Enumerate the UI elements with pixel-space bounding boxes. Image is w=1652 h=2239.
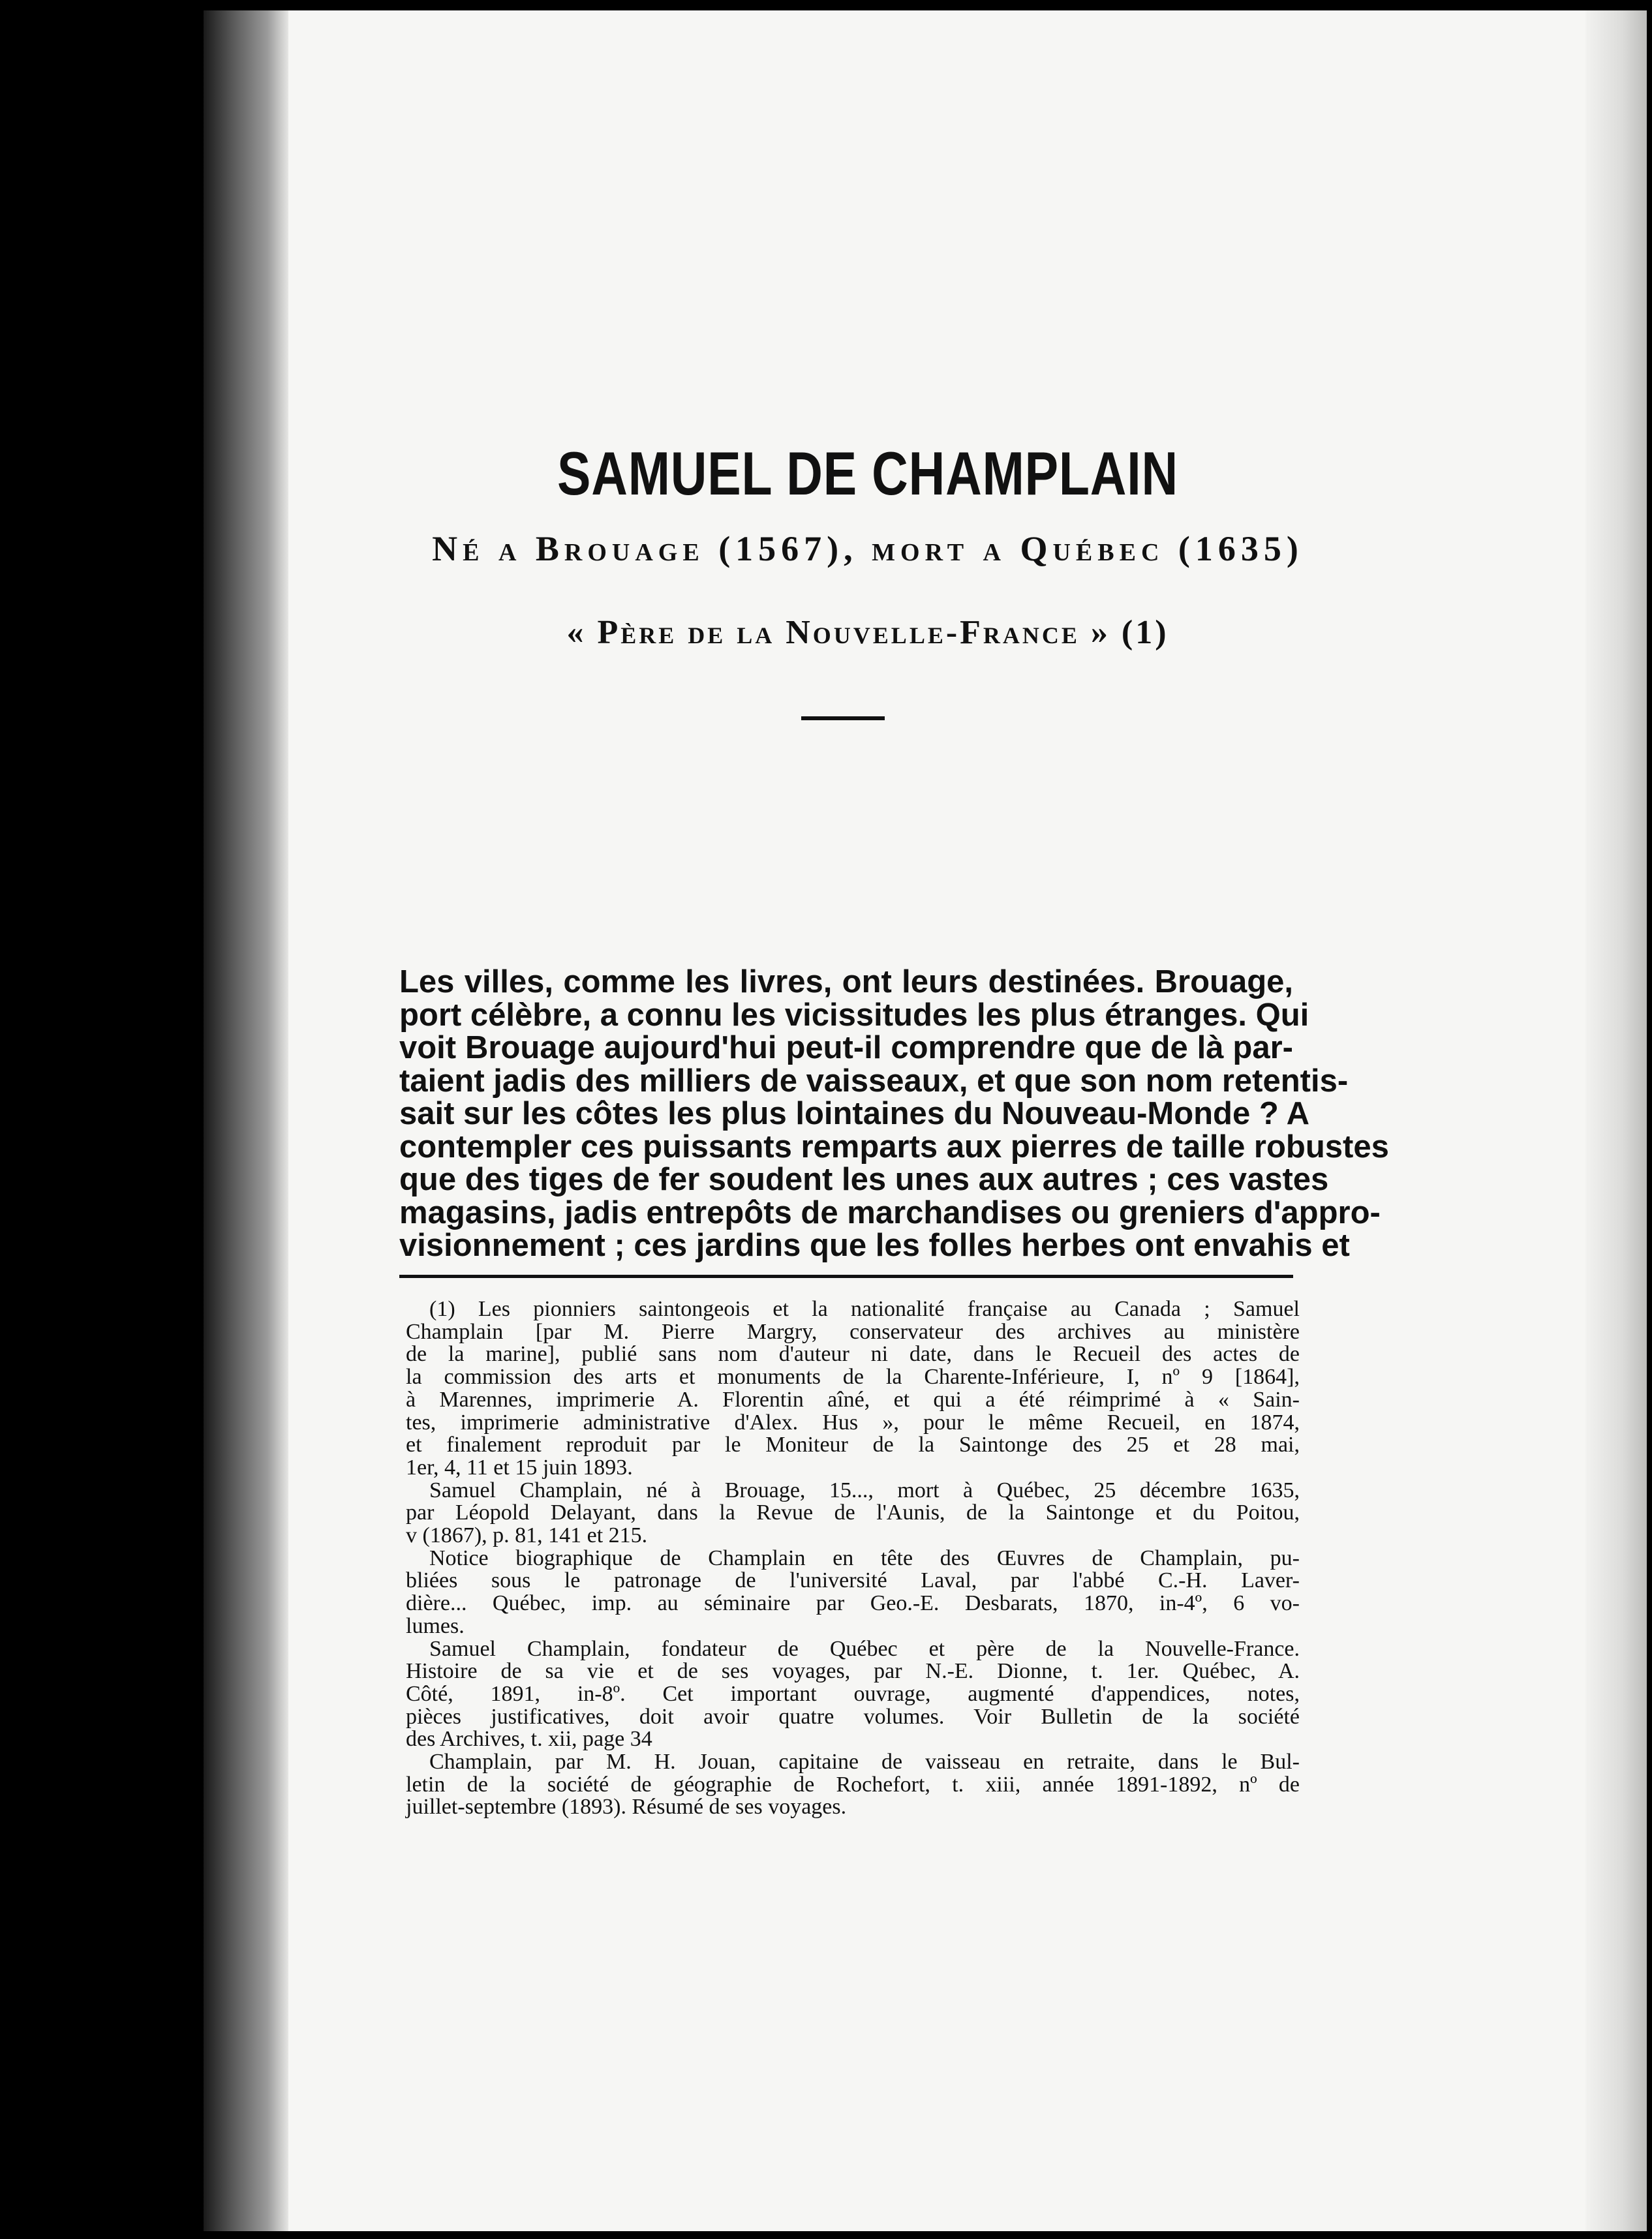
footnote-line: letin de la société de géographie de Rochefort, t. xiii, année 1891-1892, nº de [406, 1772, 1300, 1797]
page-edge-shadow [1585, 10, 1647, 2231]
body-line: sait sur les côtes les plus lointaines du Nouveau-Monde ? A [399, 1096, 1309, 1131]
footnote-line: Champlain [par M. Pierre Margry, conservateur des archives au ministère [406, 1319, 1300, 1344]
footnote-line: Samuel Champlain, fondateur de Québec et père de la Nouvelle-France. [429, 1636, 1300, 1661]
body-line: port célèbre, a connu les vicissitudes les plus étranges. Qui [399, 997, 1309, 1033]
body-line: taient jadis des milliers de vaisseaux, et que son nom retentis- [399, 1063, 1349, 1099]
footnote-separator [399, 1275, 1293, 1278]
body-line: magasins, jadis entrepôts de marchandises ou greniers d'appro- [399, 1195, 1381, 1230]
footnote-line: dière... Québec, imp. au séminaire par Geo.-E. Desbarats, 1870, in-4º, 6 vo- [406, 1591, 1300, 1616]
body-line: que des tiges de fer soudent les unes aux autres ; ces vastes [399, 1162, 1329, 1197]
binding-gutter-shadow [204, 10, 288, 2231]
body-line: contempler ces puissants remparts aux pierres de taille robustes [399, 1129, 1389, 1165]
footnote-line: lumes. [406, 1613, 465, 1638]
body-line: Les villes, comme les livres, ont leurs destinées. Brouage, [399, 964, 1293, 999]
footnote-line: juillet-septembre (1893). Résumé de ses voyages. [406, 1795, 847, 1820]
footnote-line: Histoire de sa vie et de ses voyages, par N.-E. Dionne, t. 1er. Québec, A. [406, 1659, 1300, 1684]
footnote-line: des Archives, t. xii, page 34 [406, 1727, 652, 1752]
body-line: voit Brouage aujourd'hui peut-il comprendre que de là par- [399, 1030, 1293, 1065]
footnote-line: (1) Les pionniers saintongeois et la nationalité française au Canada ; Samuel [429, 1297, 1300, 1321]
footnote-line: Champlain, par M. H. Jouan, capitaine de vaisseau en retraite, dans le Bul- [429, 1750, 1300, 1774]
title-divider [801, 716, 885, 720]
footnote-line: Notice biographique de Champlain en tête des Œuvres de Champlain, pu- [429, 1546, 1300, 1570]
footnote-line: 1er, 4, 11 et 15 juin 1893. [406, 1455, 633, 1480]
body-line: visionnement ; ces jardins que les folles herbes ont envahis et [399, 1228, 1350, 1263]
page-title: SAMUEL DE CHAMPLAIN [557, 439, 1178, 508]
footnote-line: par Léopold Delayant, dans la Revue de l'Aunis, de la Saintonge et du Poitou, [406, 1500, 1300, 1525]
footnotes [406, 1298, 1300, 1819]
footnote-line: et finalement reproduit par le Moniteur de la Saintonge des 25 et 28 mai, [406, 1433, 1300, 1457]
subtitle-epithet: « Père de la Nouvelle-France » (1) [566, 614, 1169, 651]
footnote-line: v (1867), p. 81, 141 et 215. [406, 1523, 648, 1548]
body-paragraph [399, 964, 1389, 1263]
footnote-line: tes, imprimerie administrative d'Alex. Hus », pour le même Recueil, en 1874, [406, 1410, 1300, 1435]
footnote-line: la commission des arts et monuments de la Charente-Inférieure, I, nº 9 [1864], [406, 1365, 1300, 1390]
footnote-line: bliées sous le patronage de l'université Laval, par l'abbé C.-H. Laver- [406, 1568, 1300, 1593]
footnote-line: à Marennes, imprimerie A. Florentin aîné, et qui a été réimprimé à « Sain- [406, 1387, 1300, 1412]
subtitle-birth-death: Né a Brouage (1567), mort a Québec (1635) [432, 529, 1304, 568]
footnote-line: Côté, 1891, in-8º. Cet important ouvrage, augmenté d'appendices, notes, [406, 1681, 1300, 1706]
footnote-line: pièces justificatives, doit avoir quatre volumes. Voir Bulletin de la société [406, 1704, 1300, 1729]
footnote-line: de la marine], publié sans nom d'auteur ni date, dans le Recueil des actes de [406, 1342, 1300, 1367]
footnote-line: Samuel Champlain, né à Brouage, 15..., mort à Québec, 25 décembre 1635, [429, 1478, 1300, 1502]
